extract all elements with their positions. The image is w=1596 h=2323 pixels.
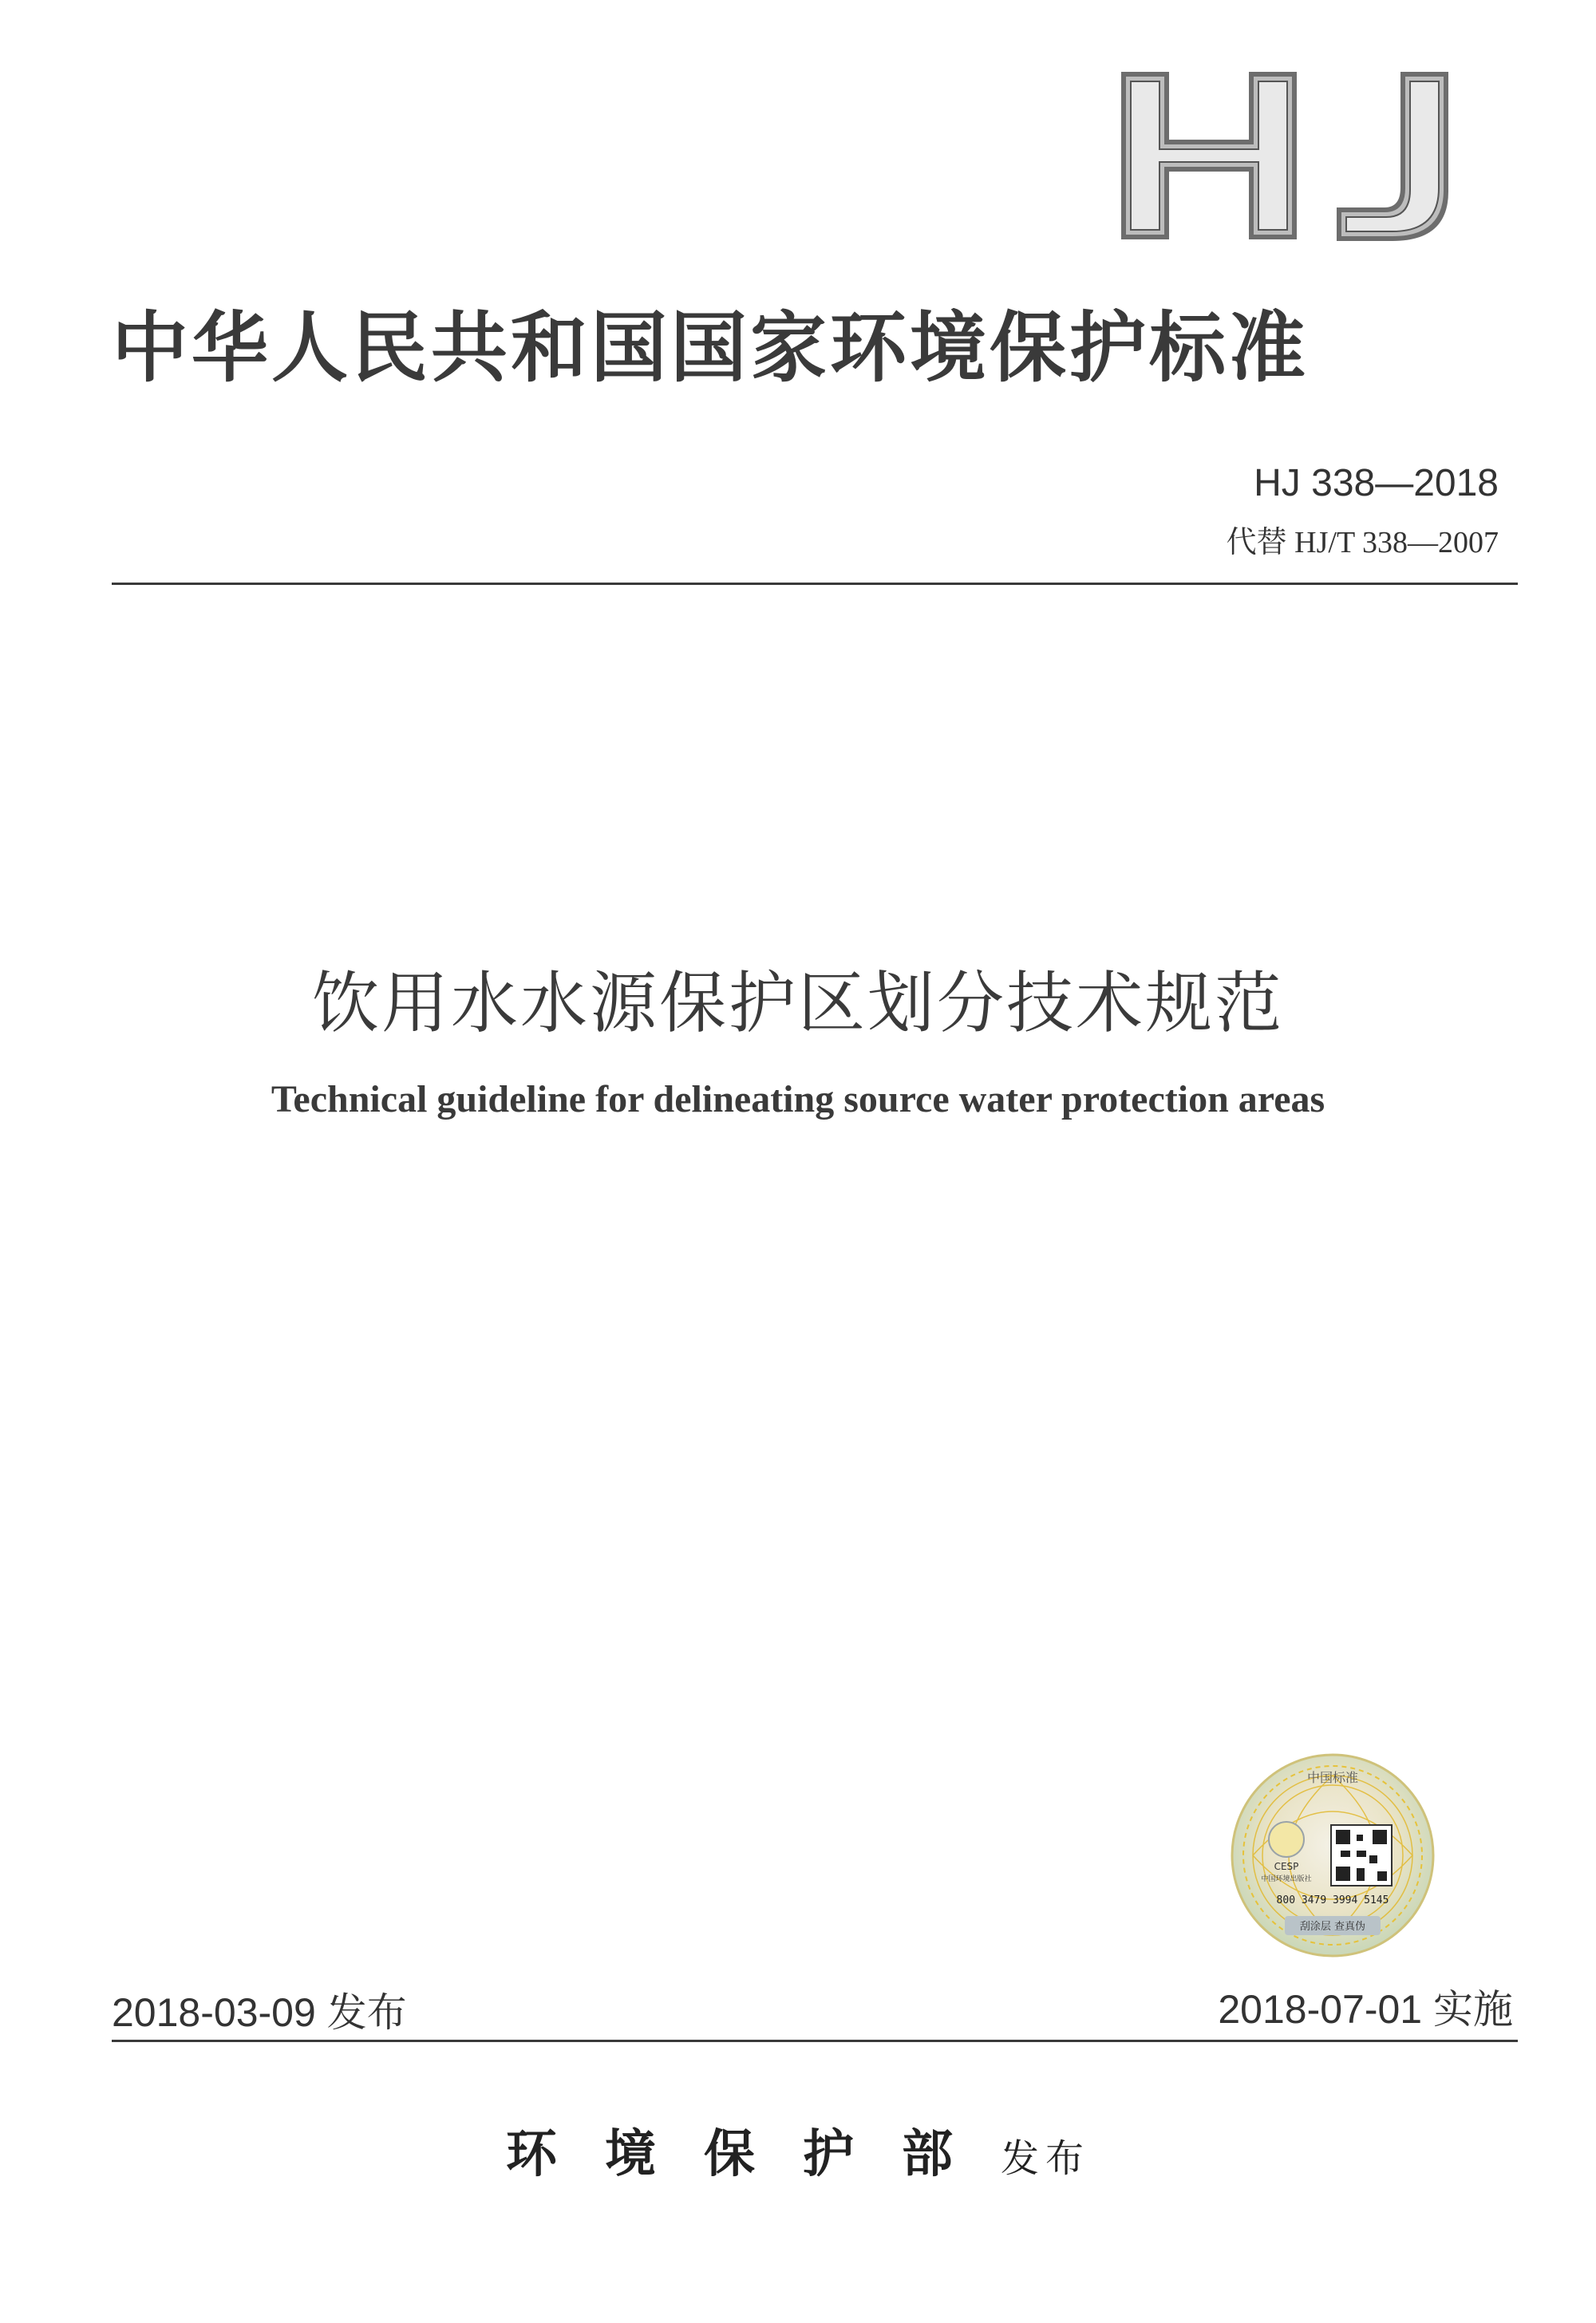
seal-phone: 800 3479 3994 5145 <box>1276 1894 1389 1906</box>
hj-logo <box>1113 56 1496 255</box>
publisher-line <box>0 2113 1596 2187</box>
hj-letter-h <box>1121 72 1297 239</box>
standard-number: HJ 338—2018 <box>1254 462 1499 504</box>
document-title-zh: 饮用水水源保护区划分技术规范 <box>311 964 1284 1042</box>
standard-category: 中华人民共和国国家环境保护标准 <box>112 302 1309 393</box>
seal-org-sub: 中国环境出版社 <box>1261 1875 1312 1883</box>
publisher-action: 发布 <box>1000 2136 1090 2181</box>
top-divider <box>112 583 1518 585</box>
seal-org: CESP <box>1274 1861 1299 1872</box>
issue-date: 2018-03-09 发布 <box>112 1990 407 2035</box>
seal-top-text: 中国标准 <box>1306 1770 1359 1785</box>
implementation-date: 2018-07-01 实施 <box>1218 1987 1513 2032</box>
qr-code-icon <box>1331 1825 1392 1886</box>
replaces-standard: 代替 HJ/T 338—2007 <box>1226 526 1499 559</box>
anti-counterfeit-seal <box>1229 1752 1436 1959</box>
hj-letter-j <box>1337 72 1448 241</box>
document-title-en: Technical guideline for delineating source water protection areas <box>271 1078 1325 1120</box>
bottom-divider <box>112 2040 1518 2042</box>
publisher-org: 环境保护部 <box>505 2124 1001 2184</box>
seal-scratch-text: 刮涂层 查真伪 <box>1299 1921 1366 1933</box>
